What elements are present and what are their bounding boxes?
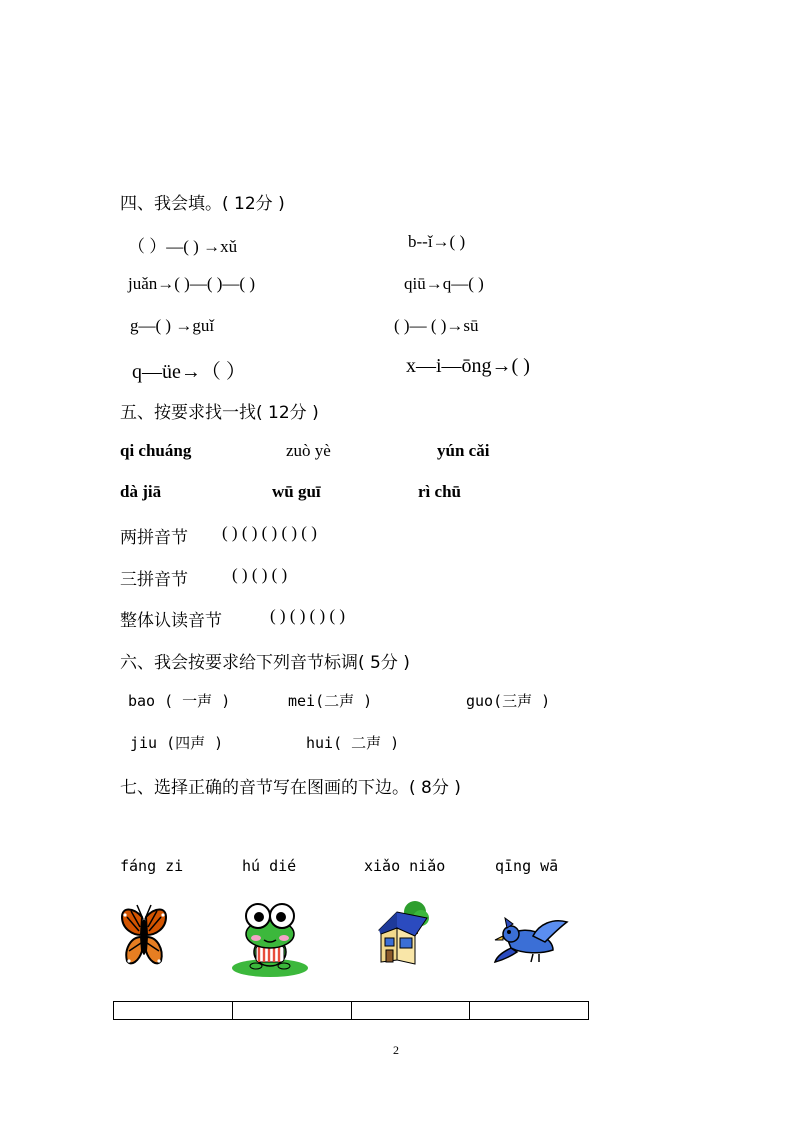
option-hudie: hú dié xyxy=(242,857,297,875)
blanks-two-part: ( ) ( ) ( ) ( ) ( ) xyxy=(222,523,317,542)
fill-row3-right: ( )— ( )→sū xyxy=(394,316,479,335)
blanks-whole-syllable: ( ) ( ) ( ) ( ) xyxy=(270,606,346,625)
house-picture xyxy=(375,898,431,968)
fill-row1-right: b--ǐ→( ) xyxy=(408,232,466,251)
fill-row3-left: g—( ) →guǐ xyxy=(130,316,215,335)
label-three-part: 三拼音节 xyxy=(120,570,188,590)
section6-title: 六、我会按要求给下列音节标调( 5分 ) xyxy=(120,653,410,673)
option-fangzi: fáng zi xyxy=(120,857,184,875)
answer-boxes xyxy=(113,1001,589,1020)
page-number: 2 xyxy=(393,1043,399,1057)
label-whole-syllable: 整体认读音节 xyxy=(120,611,222,631)
tone-item-guo: guo(三声 ) xyxy=(466,692,551,710)
section7-title: 七、选择正确的音节写在图画的下边。( 8分 ) xyxy=(120,778,461,798)
fill-row2-right: qiū→q—( ) xyxy=(404,274,484,293)
fill-row2-left: juǎn→( )—( )—( ) xyxy=(128,274,255,293)
answer-box[interactable] xyxy=(114,1002,233,1019)
section5-title: 五、按要求找一找( 12分 ) xyxy=(120,403,319,423)
answer-box[interactable] xyxy=(233,1002,352,1019)
fill-row1-left: （ ）—( ) →xǔ xyxy=(128,237,238,256)
tone-item-bao: bao ( 一声 ) xyxy=(128,692,231,710)
tone-item-jiu: jiu (四声 ) xyxy=(130,734,224,752)
frog-picture xyxy=(230,900,310,980)
word-richu: rì chū xyxy=(418,482,461,501)
word-yuncai: yún cǎi xyxy=(437,441,490,460)
tone-item-mei: mei(二声 ) xyxy=(288,692,373,710)
label-two-part: 两拼音节 xyxy=(120,528,188,548)
option-xiaoniao: xiǎo niǎo xyxy=(364,857,446,875)
tone-item-hui: hui( 二声 ) xyxy=(306,734,400,752)
fill-row4-left: q—üe→（ ） xyxy=(132,361,246,383)
answer-box[interactable] xyxy=(352,1002,471,1019)
option-qingwa: qīng wā xyxy=(495,857,559,875)
answer-box[interactable] xyxy=(470,1002,588,1019)
fill-row4-right: x—i—ōng→( ) xyxy=(406,355,530,377)
section4-title: 四、我会填。( 12分 ) xyxy=(120,194,285,214)
word-wugui: wū guī xyxy=(272,482,321,501)
blanks-three-part: ( ) ( ) ( ) xyxy=(232,565,288,584)
bird-picture xyxy=(493,910,571,966)
word-dajia: dà jiā xyxy=(120,482,162,501)
word-zuoye: zuò yè xyxy=(286,441,331,460)
word-qichuang: qi chuáng xyxy=(120,441,192,460)
butterfly-picture xyxy=(119,903,169,969)
